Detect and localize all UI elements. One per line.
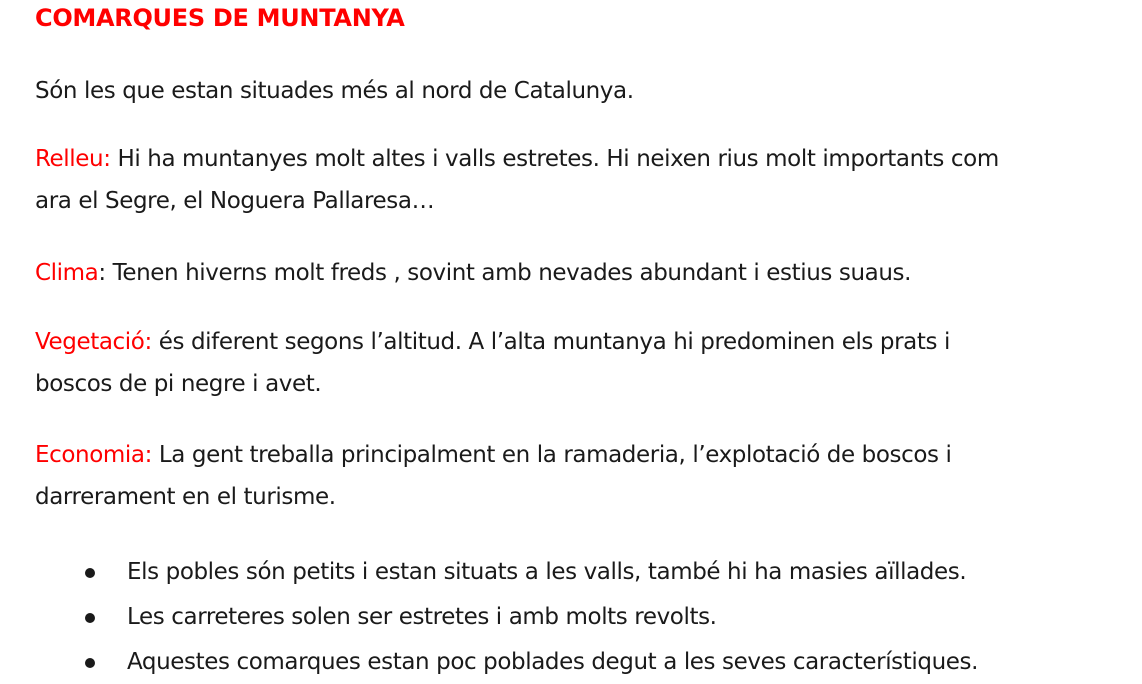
clima-paragraph <box>35 252 911 294</box>
relleu-text-1: Hi ha muntanyes molt altes i valls estretes. Hi neixen rius molt importants com <box>110 146 999 172</box>
economia-text-1: La gent treballa principalment en la ramaderia, l’explotació de boscos i <box>151 442 952 468</box>
clima-line-1 <box>35 252 911 294</box>
page-title: COMARQUES DE MUNTANYA <box>35 4 405 32</box>
bullet-list <box>35 550 978 684</box>
economia-line-1 <box>35 434 952 476</box>
relleu-label: Relleu: <box>35 146 111 172</box>
list-item-text: Les carreteres solen ser estretes i amb molts revolts. <box>127 604 717 630</box>
bullet-icon <box>85 613 95 623</box>
vegetacio-line-1 <box>35 321 950 363</box>
vegetacio-label: Vegetació: <box>35 329 152 355</box>
bullet-icon <box>85 658 95 668</box>
vegetacio-text-2: boscos de pi negre i avet. <box>35 371 322 397</box>
list-item <box>35 595 978 640</box>
list-item-text: Aquestes comarques estan poc poblades degut a les seves característiques. <box>127 649 978 675</box>
relleu-line-1 <box>35 138 999 180</box>
relleu-paragraph <box>35 138 999 222</box>
intro-paragraph <box>35 70 634 112</box>
relleu-text-2: ara el Segre, el Noguera Pallaresa… <box>35 188 435 214</box>
clima-text-1: : Tenen hiverns molt freds , sovint amb nevades abundant i estius suaus. <box>98 260 912 286</box>
economia-text-2: darrerament en el turisme. <box>35 484 336 510</box>
vegetacio-paragraph <box>35 321 950 405</box>
economia-label: Economia: <box>35 442 152 468</box>
intro-text: Són les que estan situades més al nord de Catalunya. <box>35 78 634 104</box>
clima-label: Clima <box>35 260 99 286</box>
vegetacio-text-1: és diferent segons l’altitud. A l’alta muntanya hi predominen els prats i <box>151 329 950 355</box>
list-item-text: Els pobles són petits i estan situats a les valls, també hi ha masies aïllades. <box>127 559 967 585</box>
list-item <box>35 550 978 595</box>
economia-paragraph <box>35 434 952 518</box>
bullet-icon <box>85 568 95 578</box>
list-item <box>35 640 978 684</box>
